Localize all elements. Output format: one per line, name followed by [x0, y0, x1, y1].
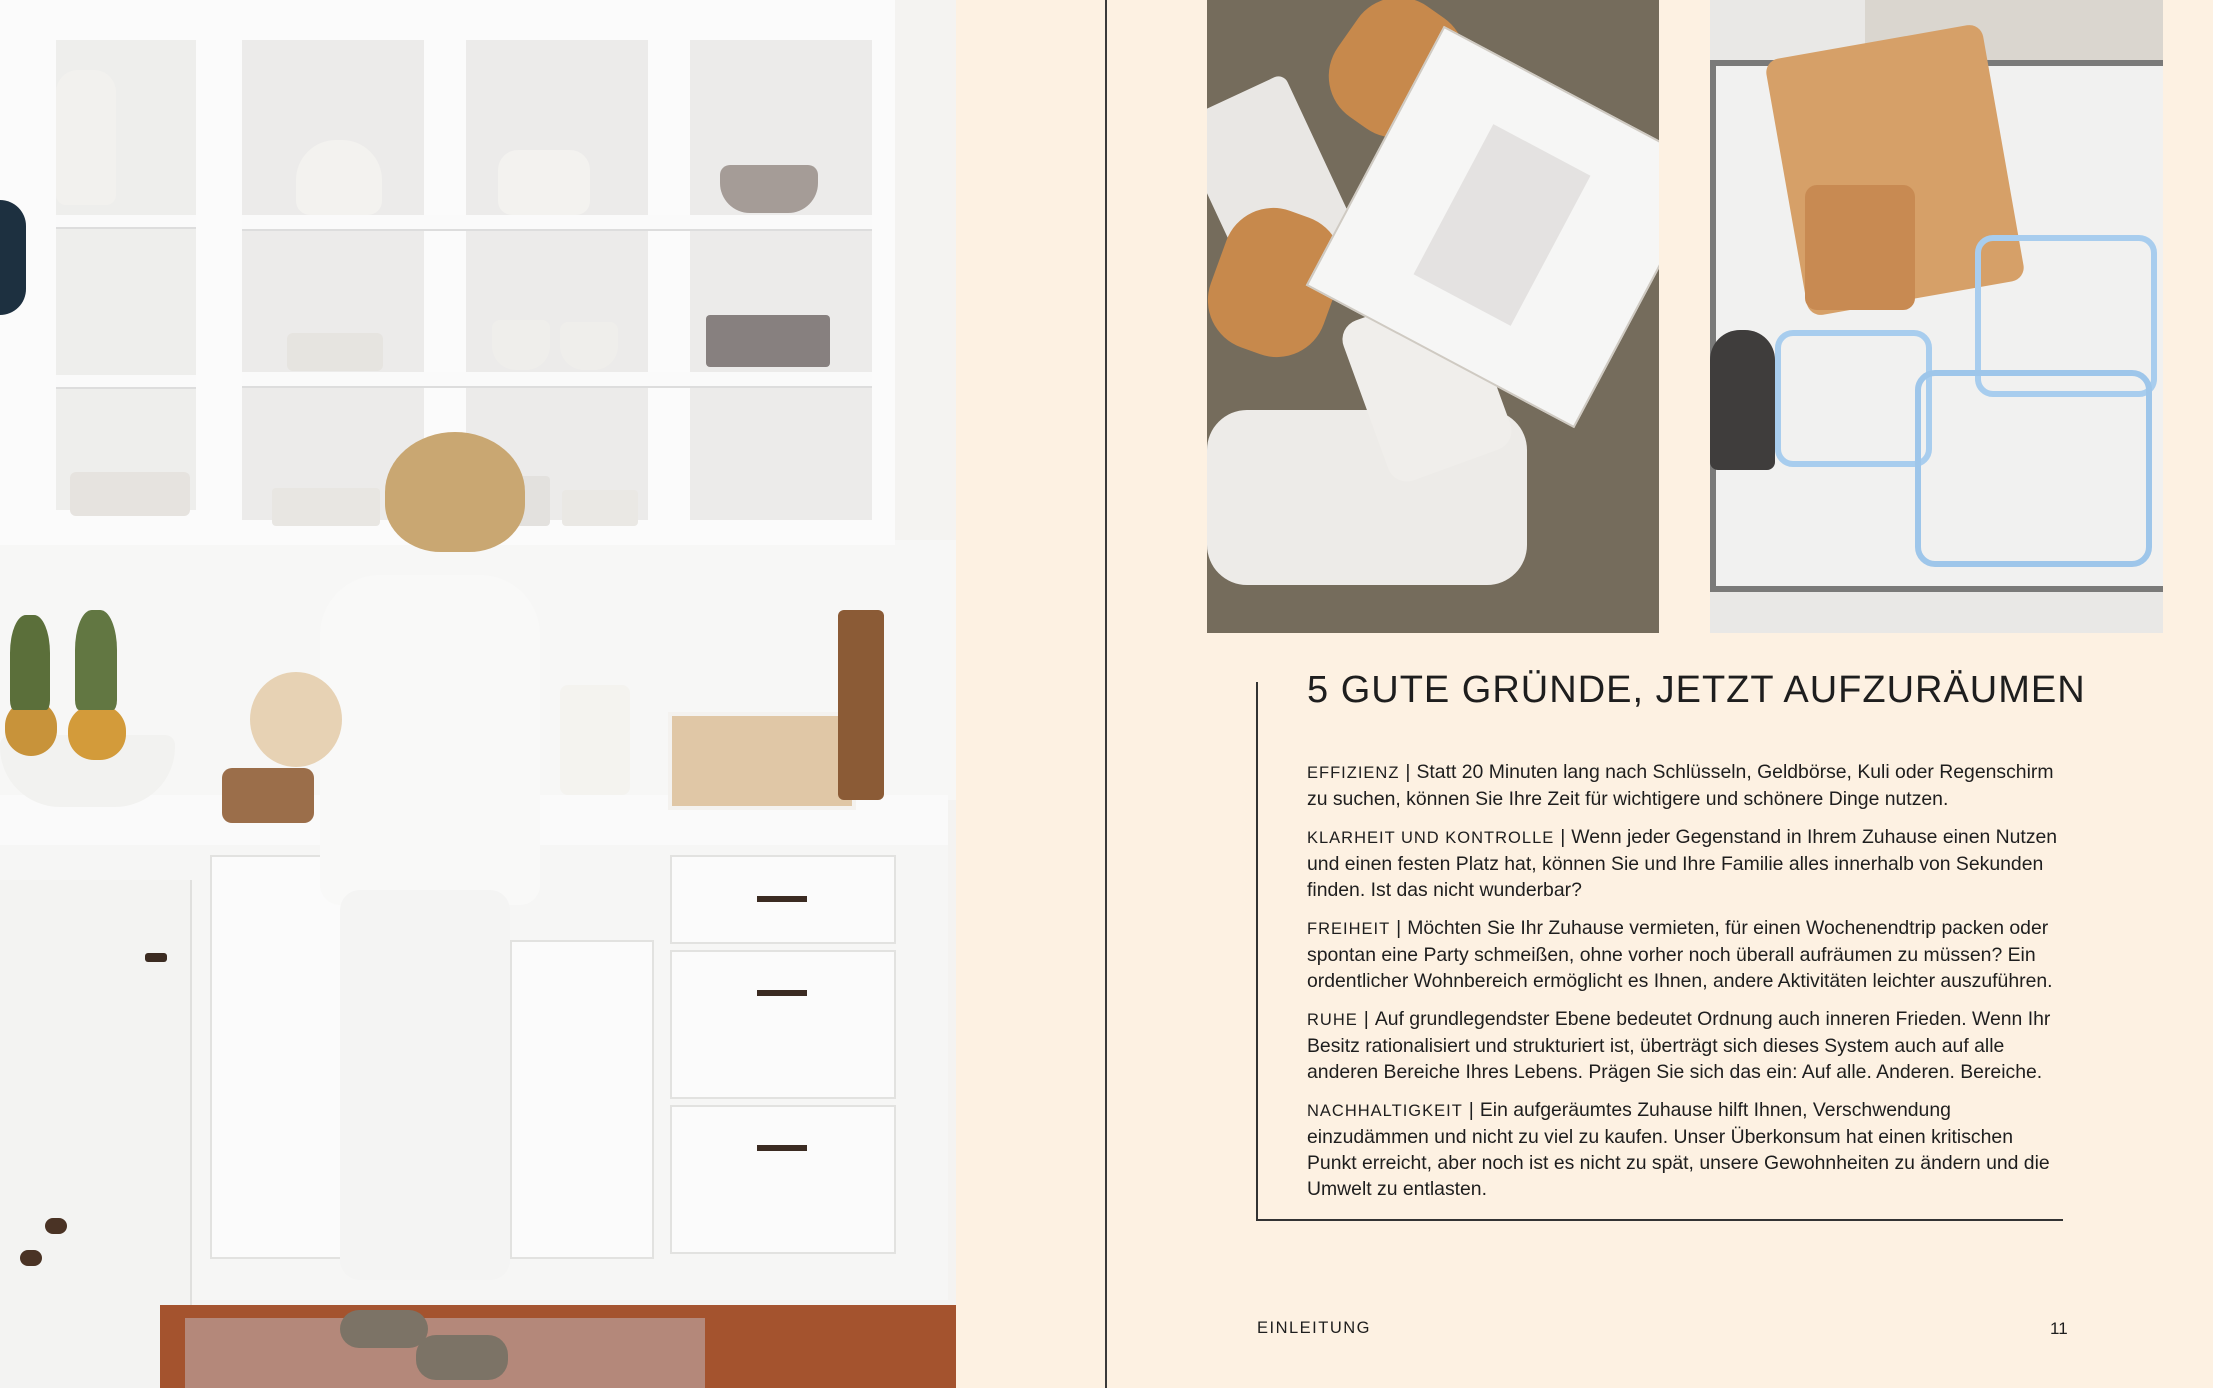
reason-label: EFFIZIENZ — [1307, 764, 1400, 782]
reason-text: Ein aufgeräumtes Zuhause hilft Ihnen, Verschwendung einzudämmen und nicht zu viel zu kaufen. Unser Überkonsum hat einen kritischen Punkt erreicht, aber noch ist es nicht zu spät, unsere Gewohnheiten zu ändern und die Umwelt zu entlasten. — [1307, 1099, 2050, 1200]
page-heading: 5 GUTE GRÜNDE, JETZT AUFZURÄUMEN — [1307, 669, 2086, 711]
reason-label: KLARHEIT UND KONTROLLE — [1307, 829, 1555, 847]
reason-item — [1307, 759, 2065, 812]
separator: | — [1560, 826, 1566, 848]
reason-item — [1307, 824, 2065, 903]
left-page — [0, 0, 1106, 1388]
running-footer-section: EINLEITUNG — [1257, 1319, 1372, 1337]
text-frame-rule-bottom — [1256, 1219, 2063, 1221]
reason-item — [1307, 915, 2065, 994]
slippers-magazine-photo — [1207, 0, 1659, 633]
page-number: 11 — [2050, 1319, 2068, 1338]
separator: | — [1405, 761, 1411, 783]
reason-text: Wenn jeder Gegenstand in Ihrem Zuhause einen Nutzen und einen festen Platz hat, können Sie und Ihre Familie alles innerhalb von Sekunden finden. Ist das nicht wunderbar? — [1307, 826, 2058, 901]
reason-text: Auf grundlegendster Ebene bedeutet Ordnung auch inneren Frieden. Wenn Ihr Besitz rationalisiert und strukturiert ist, überträgt sich dieses System auch auf alle anderen Bereiche Ihres Lebens. Prägen Sie sich das ein: Auf alle. Anderen. Bereiche. — [1307, 1008, 2051, 1083]
reason-item — [1307, 1097, 2065, 1202]
reason-label: NACHHALTIGKEIT — [1307, 1102, 1463, 1120]
kitchen-photo — [0, 0, 956, 1388]
storage-drawer-photo — [1710, 0, 2163, 633]
separator: | — [1468, 1099, 1474, 1121]
reason-item — [1307, 1006, 2065, 1085]
reason-text: Möchten Sie Ihr Zuhause vermieten, für einen Wochenendtrip packen oder spontan eine Party schmeißen, ohne vorher noch überall aufräumen zu müssen? Ein ordentlicher Wohnbereich ermöglicht es Ihnen, andere Aktivitäten leichter auszuführen. — [1307, 917, 2053, 992]
reasons-list — [1307, 759, 2065, 1214]
reason-text: Statt 20 Minuten lang nach Schlüsseln, Geldbörse, Kuli oder Regenschirm zu suchen, können Sie Ihre Zeit für wichtigere und schönere Dinge nutzen. — [1307, 761, 2054, 810]
text-frame-rule-left — [1256, 682, 1258, 1220]
reason-label: FREIHEIT — [1307, 920, 1391, 938]
separator: | — [1396, 917, 1402, 939]
reason-label: RUHE — [1307, 1011, 1358, 1029]
book-gutter — [1105, 0, 1107, 1388]
separator: | — [1363, 1008, 1369, 1030]
